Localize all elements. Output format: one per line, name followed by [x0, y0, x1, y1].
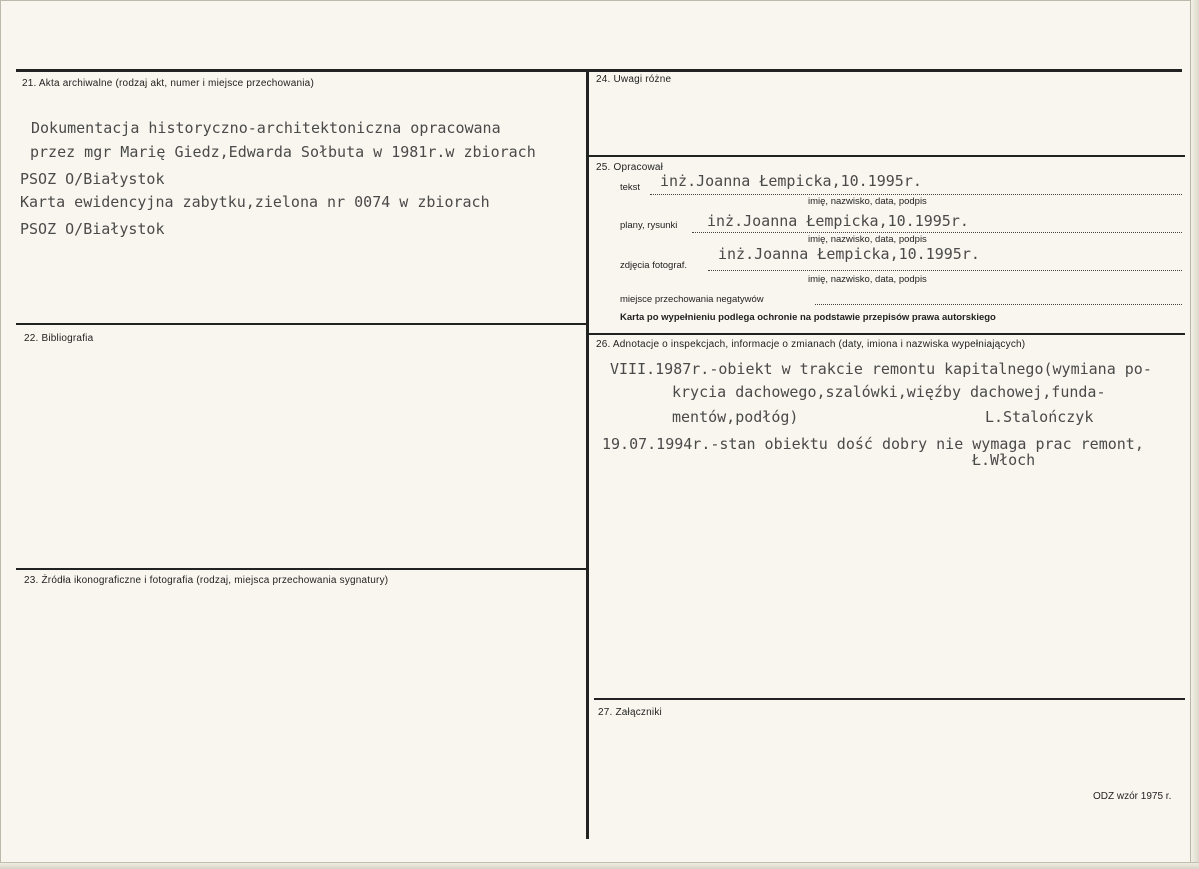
photos-caption: imię, nazwisko, data, podpis — [808, 274, 927, 285]
annotation-line-2: krycia dachowego,szalówki,więźby dachowej,funda- — [672, 383, 1106, 401]
photos-dotted-line — [708, 270, 1182, 271]
section-27-title: 27. Załączniki — [598, 707, 662, 718]
center-divider — [586, 69, 589, 839]
card-right-edge — [1190, 0, 1199, 869]
divider-26-27 — [594, 698, 1185, 700]
annotation-line-4: 19.07.1994r.-stan obiektu dość dobry nie wymaga prac remont, — [602, 435, 1144, 453]
section-24-title: 24. Uwagi różne — [596, 74, 672, 85]
divider-24-25 — [587, 155, 1185, 157]
text-caption: imię, nazwisko, data, podpis — [808, 196, 927, 207]
card-bottom-edge — [0, 862, 1199, 869]
archival-line-4: Karta ewidencyjna zabytku,zielona nr 0074 w zbiorach — [20, 193, 490, 211]
annotation-line-1: VIII.1987r.-obiekt w trakcie remontu kapitalnego(wymiana po- — [610, 360, 1152, 378]
copyright-note: Karta po wypełnieniu podlega ochronie na podstawie przepisów prawa autorskiego — [620, 312, 996, 323]
section-26-title: 26. Adnotacje o inspekcjach, informacje o zmianach (daty, imiona i nazwiska wypełniających) — [596, 339, 1026, 350]
text-dotted-line — [650, 194, 1182, 195]
negatives-label: miejsce przechowania negatywów — [620, 294, 764, 305]
divider-22-23 — [16, 568, 588, 570]
text-author: inż.Joanna Łempicka,10.1995r. — [660, 172, 922, 190]
archival-line-2: przez mgr Marię Giedz,Edwarda Sołbuta w 1981r.w zbiorach — [30, 143, 536, 161]
plans-author: inż.Joanna Łempicka,10.1995r. — [707, 212, 969, 230]
annotation-line-3: mentów,podłóg) — [672, 408, 799, 426]
section-23-title: 23. Źródła ikonograficzne i fotografia (rodzaj, miejsca przechowania sygnatury) — [24, 575, 389, 586]
annotation-signature-1: L.Stalończyk — [985, 408, 1094, 426]
archival-line-5: PSOZ O/Białystok — [20, 220, 165, 238]
annotation-signature-2: Ł.Włoch — [972, 451, 1036, 469]
plans-caption: imię, nazwisko, data, podpis — [808, 234, 927, 245]
photos-label: zdjęcia fotograf. — [620, 260, 688, 271]
section-21-title: 21. Akta archiwalne (rodzaj akt, numer i miejsce przechowania) — [22, 78, 314, 89]
divider-21-22 — [16, 323, 588, 325]
top-rule — [16, 69, 1182, 72]
plans-label: plany, rysunki — [620, 220, 678, 231]
photos-author: inż.Joanna Łempicka,10.1995r. — [718, 245, 980, 263]
section-25-title: 25. Opracował — [596, 162, 664, 173]
text-label: tekst — [620, 182, 641, 193]
divider-25-26 — [587, 333, 1185, 335]
negatives-dotted-line — [815, 304, 1182, 305]
section-22-title: 22. Bibliografia — [24, 333, 94, 344]
archival-line-1: Dokumentacja historyczno-architektoniczna opracowana — [31, 119, 501, 137]
form-template-note: ODZ wzór 1975 r. — [1093, 791, 1172, 802]
archival-line-3: PSOZ O/Białystok — [20, 170, 165, 188]
plans-dotted-line — [692, 232, 1182, 233]
